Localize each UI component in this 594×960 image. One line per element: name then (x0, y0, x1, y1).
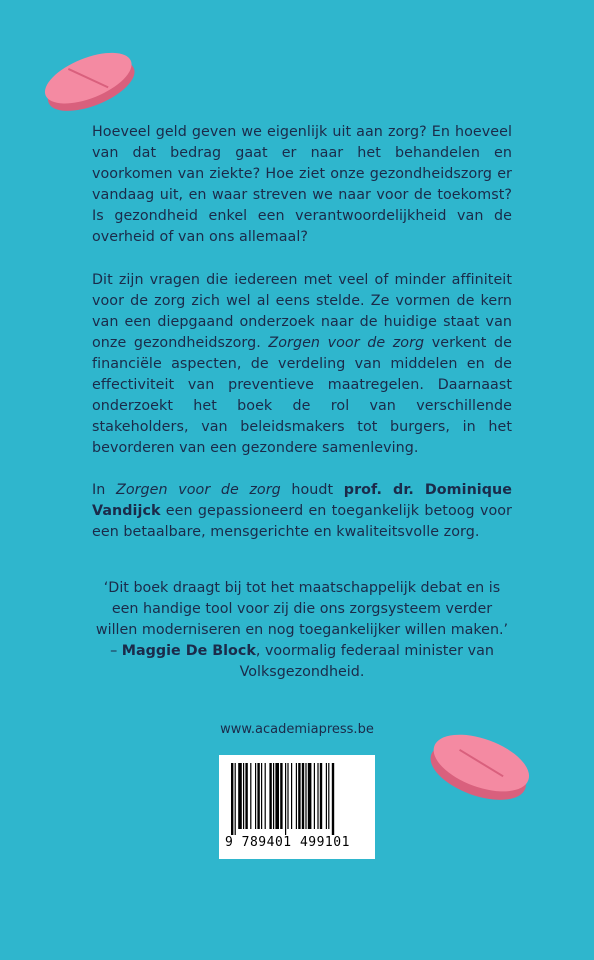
book-title-italic: Zorgen voor de zorg (268, 335, 425, 351)
book-title-italic-2: Zorgen voor de zorg (115, 482, 281, 498)
isbn-number: 9 789401 499101 (225, 835, 350, 850)
pink-pill-top-image (34, 40, 144, 120)
isbn-barcode (219, 755, 375, 859)
blurb-paragraph-1 (92, 122, 512, 248)
blurb-paragraph-2 (92, 270, 512, 459)
publisher-website: www.academiapress.be (220, 722, 374, 737)
barcode-bars-image (227, 763, 367, 835)
endorsement-quote (92, 578, 512, 683)
blurb-paragraph-3-rest: een gepassioneerd en toegankelijk betoog voor een betaalbare, mensgerichte en kwaliteitsvolle zorg. (92, 503, 512, 540)
blurb-paragraph-2-intro: Dit zijn vragen die iedereen met veel of minder affiniteit voor de zorg zich wel al eens stelde. Ze vormen de kern van een diepgaand onderzoek naar de huidige staat van onze gezondheidszorg. (92, 272, 512, 351)
blurb-paragraph-2-rest: verkent de financiële aspecten, de verdeling van middelen en de effectiviteit van preventieve maatregelen. Daarnaast onderzoekt het boek de rol van verschillende stakeholders, van beleidsmakers tot burgers, in het bevorderen van een gezondere samenleving. (92, 335, 512, 456)
author-name: prof. dr. Dominique Vandijck (92, 482, 513, 519)
blurb-paragraph-3-houdt: houdt (291, 482, 334, 498)
quote-author-role: , voormalig federaal minister van Volksgezondheid. (239, 643, 494, 680)
blurb-paragraph-3-in: In (92, 482, 106, 498)
blurb-paragraph-1-text: Hoeveel geld geven we eigenlijk uit aan zorg? En hoeveel van dat bedrag gaat er naar het behandelen en voorkomen van ziekte? Hoe ziet onze gezondheidszorg er vandaag uit, en waar streven we naar voor de toekomst? Is gezondheid enkel een verantwoordelijkheid van de overheid of van ons allemaal? (92, 124, 512, 245)
quote-author: Maggie De Block (121, 643, 256, 659)
quote-text: ‘Dit boek draagt bij tot het maatschappelijk debat en is een handige tool voor zij die ons zorgsysteem verder willen moderniseren en nog toegankelijker willen maken.’ – (95, 580, 509, 659)
blurb-paragraph-3 (92, 480, 512, 543)
